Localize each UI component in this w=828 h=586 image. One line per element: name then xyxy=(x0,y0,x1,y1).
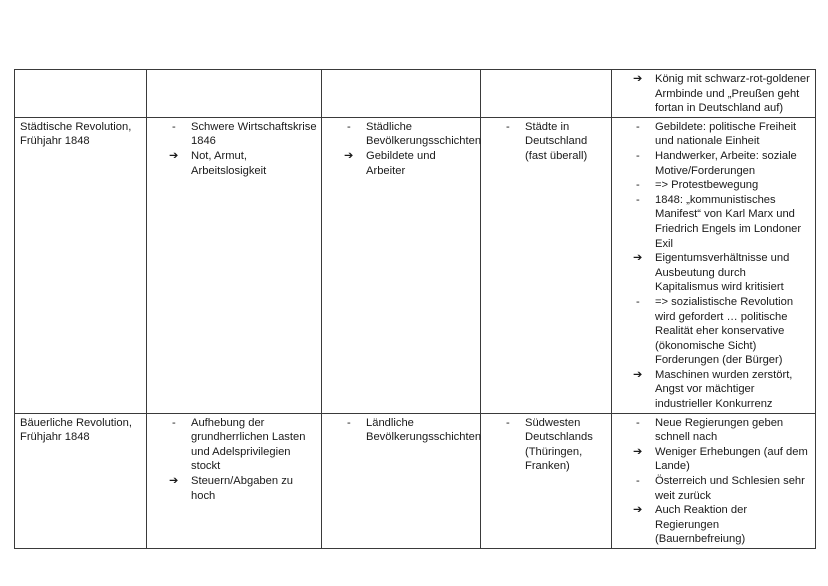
cell-results xyxy=(612,413,816,548)
cell-results xyxy=(612,70,816,118)
dash-bullet-icon: - xyxy=(506,120,510,133)
list-item xyxy=(633,193,811,251)
list-item-text: Ländliche Bevölkerungsschichten xyxy=(366,416,482,444)
list-item-text: Auch Reaktion der Regierungen (Bauernbefreiung) xyxy=(655,504,748,546)
list-item xyxy=(633,295,811,368)
list-item xyxy=(503,120,607,164)
cell-causes xyxy=(147,117,322,413)
cell-places xyxy=(481,70,612,118)
table-row xyxy=(15,70,816,118)
list-item-text: 1848: „kommunistisches Manifest“ von Karl Marx und Friedrich Engels im Londoner Exil xyxy=(655,193,802,250)
list-item-text: Not, Armut, Arbeitslosigkeit xyxy=(191,149,267,177)
list-item xyxy=(633,178,811,193)
dash-bullet-icon: - xyxy=(347,416,351,429)
dash-bullet-icon: - xyxy=(506,416,510,429)
arrow-bullet-icon: ➔ xyxy=(633,252,643,265)
cell-causes xyxy=(147,70,322,118)
arrow-bullet-icon: ➔ xyxy=(169,149,179,162)
dash-bullet-icon: - xyxy=(636,416,640,429)
arrow-bullet-icon: ➔ xyxy=(169,475,179,488)
list-item-text: Handwerker, Arbeite: soziale Motive/Forderungen xyxy=(655,149,797,177)
cell-causes xyxy=(147,413,322,548)
list-item-text: Gebildete: politische Freiheit und nationale Einheit xyxy=(655,120,797,148)
dash-bullet-icon: - xyxy=(172,416,176,429)
list-item-text: Städliche Bevölkerungsschichten xyxy=(366,120,482,148)
dash-bullet-icon: - xyxy=(636,475,640,488)
dash-bullet-icon: - xyxy=(636,179,640,192)
list-item-text: Österreich und Schlesien sehr weit zurück xyxy=(655,475,805,502)
dash-bullet-icon: - xyxy=(636,149,640,162)
cell-event xyxy=(15,70,147,118)
list-item xyxy=(169,416,317,474)
list-item xyxy=(503,416,607,474)
list-item xyxy=(633,72,811,116)
list-item xyxy=(633,445,811,474)
cell-results xyxy=(612,117,816,413)
dash-bullet-icon: - xyxy=(636,193,640,206)
list-item xyxy=(633,416,811,445)
list-item-text: => sozialistische Revolution wird gefordert … politische Realität eher konservative (ökonomische Sicht) Forderungen (der Bürger) xyxy=(655,295,794,367)
list-item-text: König mit schwarz-rot-goldener Armbinde und „Preußen geht fortan in Deutschland auf) xyxy=(655,73,810,115)
list-item-text: Städte in Deutschland (fast überall) xyxy=(525,120,588,162)
list-item-text: Aufhebung der grundherrlichen Lasten und Adelsprivilegien stockt xyxy=(191,416,306,473)
cell-actors xyxy=(322,413,481,548)
arrow-bullet-icon: ➔ xyxy=(633,73,643,85)
list-item-text: Südwesten Deutschlands (Thüringen, Franken) xyxy=(525,416,593,473)
dash-bullet-icon: - xyxy=(636,120,640,133)
cell-places xyxy=(481,413,612,548)
table-row xyxy=(15,117,816,413)
cell-event xyxy=(15,413,147,548)
list-item-text: Eigentumsverhältnisse und Ausbeutung durch Kapitalismus wird kritisiert xyxy=(655,252,790,294)
dash-bullet-icon: - xyxy=(347,120,351,133)
list-item-text: Schwere Wirtschaftskrise 1846 xyxy=(191,120,317,148)
arrow-bullet-icon: ➔ xyxy=(633,368,643,381)
list-item xyxy=(169,120,317,149)
dash-bullet-icon: - xyxy=(636,295,640,308)
list-item xyxy=(169,474,317,503)
arrow-bullet-icon: ➔ xyxy=(633,504,643,517)
arrow-bullet-icon: ➔ xyxy=(344,149,354,162)
table-row xyxy=(15,413,816,548)
list-item-text: => Protestbewegung xyxy=(655,179,759,192)
list-item xyxy=(344,120,482,149)
cell-event xyxy=(15,117,147,413)
event-label: Städtische Revolution, Frühjahr 1848 xyxy=(20,120,132,148)
list-item-text: Neue Regierungen geben schnell nach xyxy=(655,416,784,444)
cell-actors xyxy=(322,117,481,413)
list-item xyxy=(633,474,811,503)
list-item xyxy=(169,149,317,178)
list-item-text: Maschinen wurden zerstört, Angst vor mächtiger industrieller Konkurrenz xyxy=(655,368,793,411)
cell-places xyxy=(481,117,612,413)
list-item xyxy=(633,149,811,178)
list-item xyxy=(633,368,811,412)
cell-actors xyxy=(322,70,481,118)
list-item-text: Gebildete und Arbeiter xyxy=(366,149,436,177)
list-item-text: Weniger Erhebungen (auf dem Lande) xyxy=(655,445,808,473)
list-item-text: Steuern/Abgaben zu hoch xyxy=(191,475,294,502)
dash-bullet-icon: - xyxy=(172,120,176,133)
event-label: Bäuerliche Revolution, Frühjahr 1848 xyxy=(20,416,132,444)
list-item xyxy=(344,149,476,178)
list-item xyxy=(633,251,811,295)
list-item xyxy=(344,416,482,445)
history-table xyxy=(14,69,816,549)
arrow-bullet-icon: ➔ xyxy=(633,445,643,458)
list-item xyxy=(633,120,811,149)
list-item xyxy=(633,503,811,547)
